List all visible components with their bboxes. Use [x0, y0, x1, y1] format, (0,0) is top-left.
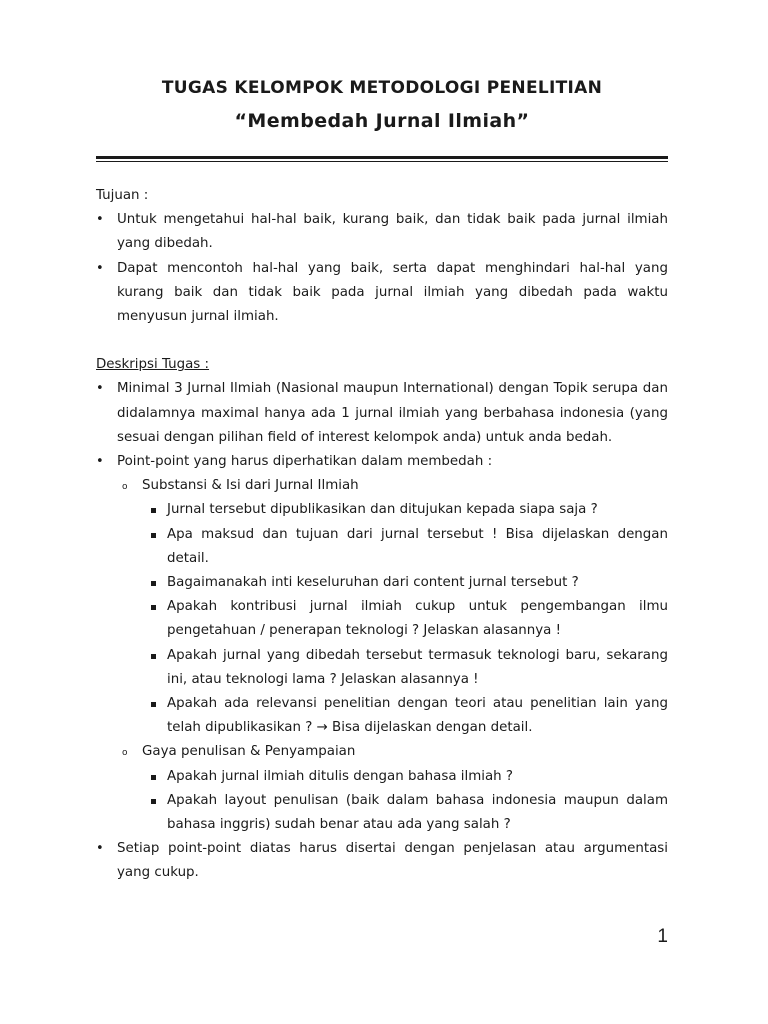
question-item: Apakah layout penulisan (baik dalam bahasa indonesia maupun dalam bahasa inggris) sudah benar atau ada yang salah ?: [143, 789, 668, 837]
question-item: Apakah ada relevansi penelitian dengan teori atau penelitian lain yang telah dipublikasikan ? → Bisa dijelaskan dengan detail.: [143, 692, 668, 740]
deskripsi-item-with-sublist: [96, 450, 668, 837]
document-subtitle: “Membedah Jurnal Ilmiah”: [234, 110, 530, 132]
aspect-list: [117, 474, 668, 498]
divider-thin-line: [96, 161, 668, 162]
question-item: Apakah jurnal yang dibedah tersebut termasuk teknologi baru, sekarang ini, atau teknologi lama ? Jelaskan alasannya !: [143, 644, 668, 692]
deskripsi-item-text: Point-point yang harus diperhatikan dalam membedah :: [117, 454, 493, 470]
divider-thick-line: [96, 156, 668, 159]
document-body: [96, 184, 668, 886]
aspect-item-gaya: [118, 740, 668, 764]
tujuan-item: • Dapat mencontoh hal-hal yang baik, serta dapat menghindari hal-hal yang kurang baik dan tidak baik pada jurnal ilmiah yang dibedah pada waktu menyusun jurnal ilmiah.: [96, 257, 668, 330]
question-item: Jurnal tersebut dipublikasikan dan ditujukan kepada siapa saja ?: [143, 498, 668, 522]
tujuan-item: • Untuk mengetahui hal-hal baik, kurang baik, dan tidak baik pada jurnal ilmiah yang dibedah.: [96, 208, 668, 256]
deskripsi-list: [96, 377, 668, 885]
title-divider: [96, 156, 668, 163]
question-item: Apakah kontribusi jurnal ilmiah cukup untuk pengembangan ilmu pengetahuan / penerapan teknologi ? Jelaskan alasannya !: [143, 595, 668, 643]
deskripsi-item: • Minimal 3 Jurnal Ilmiah (Nasional maupun International) dengan Topik serupa dan didalamnya maximal hanya ada 1 jurnal ilmiah yang berbahasa indonesia (yang sesuai dengan pilihan field of interest kelompok anda) untuk anda bedah.: [96, 377, 668, 450]
section-spacer: [96, 329, 668, 353]
substansi-questions: [117, 498, 668, 740]
aspect-label: Gaya penulisan & Penyampaian: [142, 744, 356, 760]
document-title: TUGAS KELOMPOK METODOLOGI PENELITIAN: [161, 78, 603, 98]
deskripsi-heading: Deskripsi Tugas :: [96, 357, 210, 373]
aspect-list: [117, 740, 668, 764]
aspect-label: Substansi & Isi dari Jurnal Ilmiah: [142, 478, 359, 494]
question-item: Apakah jurnal ilmiah ditulis dengan bahasa ilmiah ?: [143, 765, 668, 789]
tujuan-heading: Tujuan :: [96, 188, 149, 203]
deskripsi-item: • Setiap point-point diatas harus disertai dengan penjelasan atau argumentasi yang cukup.: [96, 837, 668, 885]
question-item: Apa maksud dan tujuan dari jurnal tersebut ! Bisa dijelaskan dengan detail.: [143, 523, 668, 571]
tujuan-list: [96, 208, 668, 329]
question-item: Bagaimanakah inti keseluruhan dari content jurnal tersebut ?: [143, 571, 668, 595]
page-number: 1: [657, 926, 668, 947]
gaya-questions: [117, 765, 668, 838]
aspect-item-substansi: [118, 474, 668, 498]
